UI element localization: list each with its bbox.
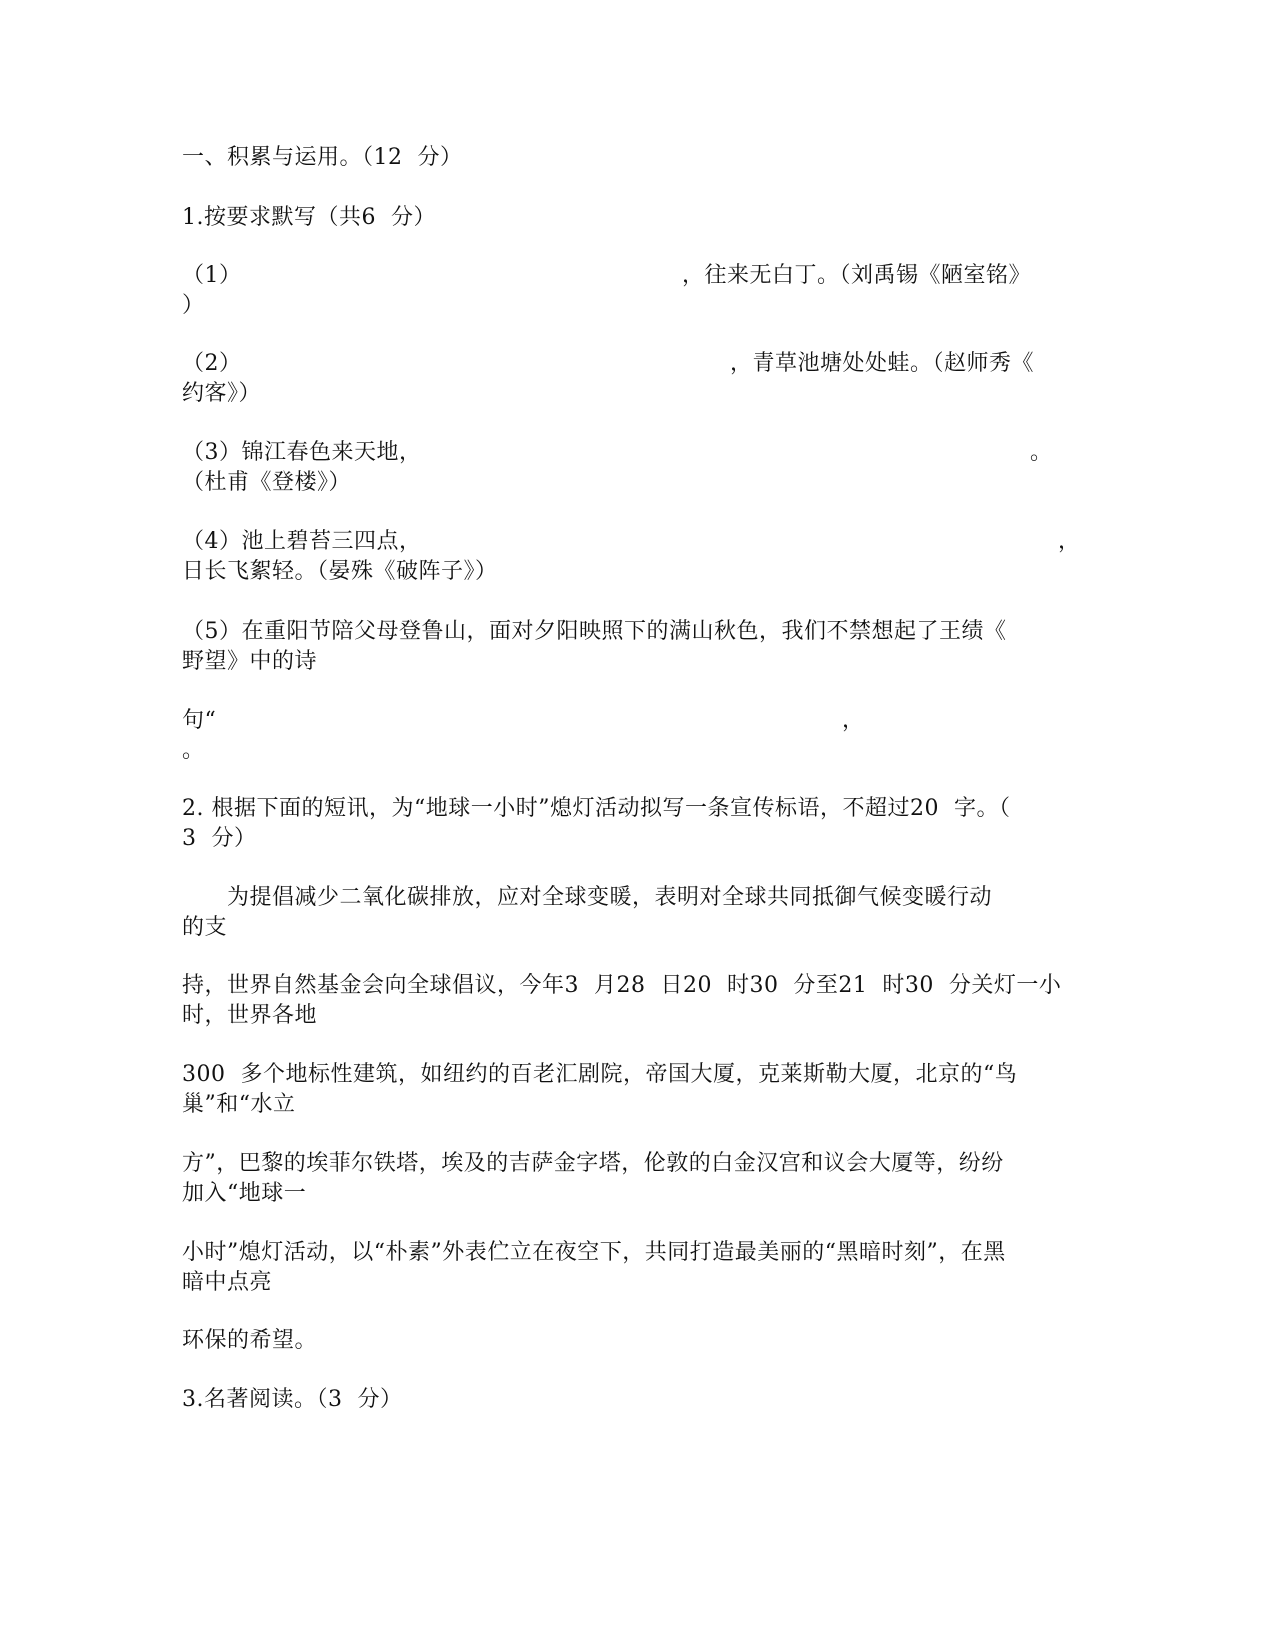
passage-line: 暗中点亮: [182, 1270, 273, 1295]
q1-item1-wrap: ）: [182, 293, 205, 318]
q1-item3-end: 。: [1030, 440, 1053, 465]
q1-item5-line3-start: 句“: [182, 708, 217, 733]
passage-line: 为提倡减少二氧化碳排放，应对全球变暖，表明对全球共同抵御气候变暖行动: [182, 885, 992, 910]
q1-item4-end: ，: [1058, 529, 1081, 554]
passage-line: 300 多个地标性建筑，如纽约的百老汇剧院，帝国大厦，克莱斯勒大厦，北京的“鸟: [182, 1062, 1018, 1087]
question-2-title-line2: 3 分）: [182, 826, 257, 851]
passage-line: 方”，巴黎的埃菲尔铁塔，埃及的吉萨金字塔，伦敦的白金汉宫和议会大厦等，纷纷: [182, 1151, 1004, 1176]
q1-item5-line1: （5）在重阳节陪父母登鲁山，面对夕阳映照下的满山秋色，我们不禁想起了王绩《: [182, 619, 1007, 644]
passage-line: 持，世界自然基金会向全球倡议，今年3 月28 日20 时30 分至21 时30 分关灯一小: [182, 973, 1062, 998]
question-2-title-line1: 2. 根据下面的短讯，为“地球一小时”熄灯活动拟写一条宣传标语，不超过20 字。（: [182, 796, 1011, 821]
q1-item2-text: ，青草池塘处处蛙。（赵师秀《: [730, 351, 1035, 376]
passage-line: 的支: [182, 915, 228, 940]
passage-line: 加入“地球一: [182, 1181, 307, 1206]
q1-item1-text: ，往来无白丁。（刘禹锡《陋室铭》: [682, 263, 1032, 288]
q1-item5-line4: 。: [182, 738, 205, 763]
q1-item2-wrap: 约客》）: [182, 381, 262, 406]
passage-line: 环保的希望。: [182, 1328, 318, 1353]
q1-item5-line3-end: ，: [842, 708, 865, 733]
q1-item4-start: （4）池上碧苔三四点，: [182, 529, 422, 554]
q1-item3-start: （3）锦江春色来天地，: [182, 440, 422, 465]
passage-line: 时，世界各地: [182, 1003, 318, 1028]
q1-item1-number: （1）: [182, 263, 242, 288]
question-1-title: 1.按要求默写（共6 分）: [182, 205, 436, 230]
passage-line: 巢”和“水立: [182, 1092, 296, 1117]
q1-item5-line2: 野望》中的诗: [182, 649, 318, 674]
question-3-title: 3.名著阅读。（3 分）: [182, 1387, 403, 1412]
q1-item2-number: （2）: [182, 351, 242, 376]
q1-item4-wrap: 日长飞絮轻。（晏殊《破阵子》）: [182, 559, 498, 584]
passage-line: 小时”熄灯活动，以“朴素”外表伫立在夜空下，共同打造最美丽的“黑暗时刻”，在黑: [182, 1240, 1006, 1265]
q1-item3-wrap: （杜甫《登楼》）: [182, 470, 352, 495]
section-heading: 一、积累与运用。（12 分）: [182, 145, 463, 170]
